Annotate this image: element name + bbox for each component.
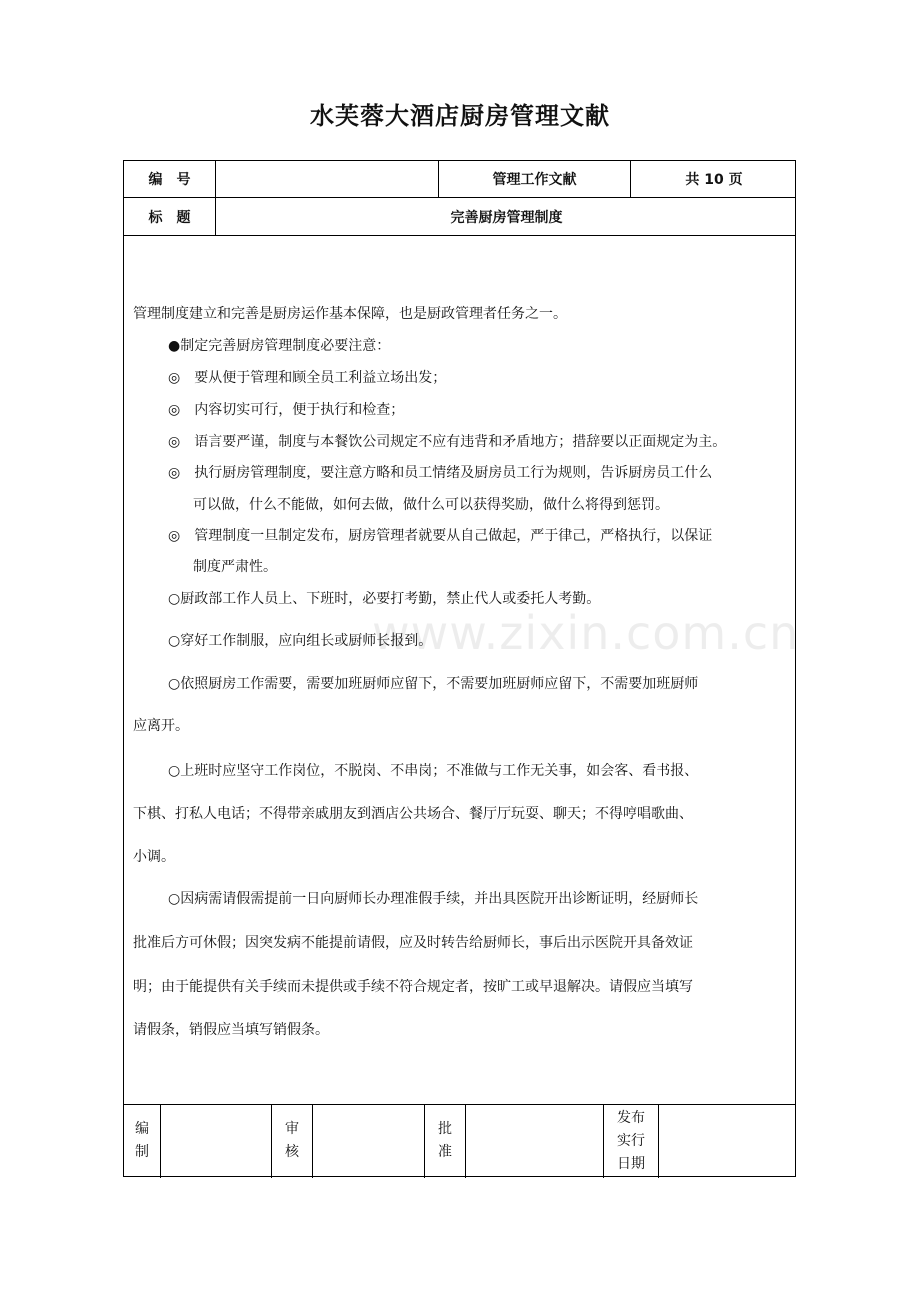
divider [160, 1104, 161, 1178]
approve-label [425, 1105, 465, 1177]
body-line: 管理制度建立和完善是厨房运作基本保障，也是厨政管理者任务之一。 [133, 306, 567, 322]
watermark: www.zixin.com.cn [372, 606, 800, 660]
number-value [216, 161, 438, 197]
body-line: ◎ 要从便于管理和顾全员工利益立场出发； [168, 370, 447, 386]
body-line: 小调。 [133, 849, 175, 865]
publish-date-label-text: 发布 实行 日期 [617, 1109, 645, 1172]
body-line: ◎ 执行厨房管理制度，要注意方略和员工情绪及厨房员工行为规则，告诉厨房员工什么 [168, 465, 713, 481]
body-line: ◎ 语言要严谨，制度与本餐饮公司规定不应有违背和矛盾地方；措辞要以正面规定为主。 [168, 434, 727, 450]
body-line: 制度严肃性。 [193, 559, 277, 575]
subject-label: 标 题 [148, 209, 191, 226]
body-line: ●制定完善厨房管理制度必要注意： [168, 338, 391, 354]
body-line: ○依照厨房工作需要，需要加班厨师应留下，不需要加班厨师应留下，不需要加班厨师 [168, 676, 699, 692]
body-line: ◎ 内容切实可行，便于执行和检查； [168, 402, 405, 418]
divider [124, 235, 795, 236]
body-line: 下棋、打私人电话；不得带亲戚朋友到酒店公共场合、餐厅厅玩耍、聊天；不得哼唱歌曲、 [133, 806, 693, 822]
body-line: ○因病需请假需提前一日向厨师长办理准假手续，并出具医院开出诊断证明，经厨师长 [168, 891, 699, 907]
divider [312, 1104, 313, 1178]
subject-value: 完善厨房管理制度 [450, 209, 563, 226]
approve-label-text: 批 准 [438, 1121, 452, 1160]
publish-date-label [604, 1105, 658, 1177]
body-line: ○厨政部工作人员上、下班时，必要打考勤，禁止代人或委托人考勤。 [168, 591, 601, 607]
body-line: 明；由于能提供有关手续而未提供或手续不符合规定者，按旷工或早退解决。请假应当填写 [133, 979, 693, 995]
number-label: 编 号 [148, 172, 191, 188]
divider [465, 1104, 466, 1178]
doc-type: 管理工作文献 [492, 172, 577, 188]
review-label-text: 审 核 [285, 1121, 299, 1160]
body-line: ○穿好工作制服，应向组长或厨师长报到。 [168, 633, 433, 649]
divider [658, 1104, 659, 1178]
body-line: 批准后方可休假；因突发病不能提前请假，应及时转告给厨师长，事后出示医院开具备效证 [133, 935, 693, 951]
compile-label [124, 1105, 160, 1177]
body-line: ○上班时应坚守工作岗位，不脱岗、不串岗；不准做与工作无关事，如会客、看书报、 [168, 763, 699, 779]
body-line: 请假条，销假应当填写销假条。 [133, 1022, 329, 1038]
document-title: 水芙蓉大酒店厨房管理文献 [310, 102, 610, 130]
page-count: 共 10 页 [685, 172, 743, 188]
review-label [272, 1105, 312, 1177]
body-line: 可以做，什么不能做，如何去做，做什么可以获得奖励，做什么将得到惩罚。 [193, 497, 669, 513]
compile-label-text: 编 制 [135, 1121, 149, 1160]
body-line: ◎ 管理制度一旦制定发布，厨房管理者就要从自己做起，严于律己，严格执行，以保证 [168, 528, 713, 544]
body-line: 应离开。 [133, 718, 189, 734]
